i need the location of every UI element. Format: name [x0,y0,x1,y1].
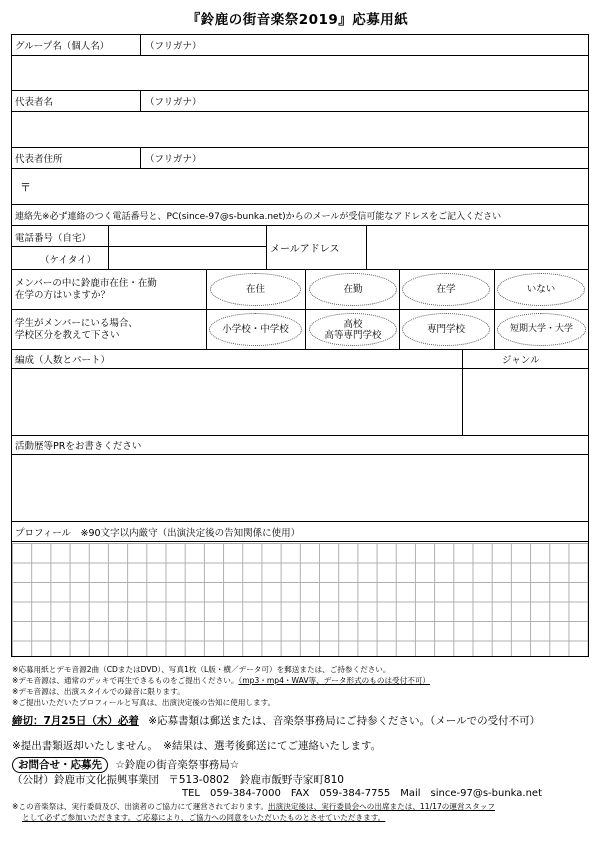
note-1: ※応募用紙とデモ音源2曲（CDまたはDVD）、写真1枚（L版・横／データ可）を郵送または、ご持参ください。 [12,665,391,674]
organization-name: （公財）鈴鹿市文化振興事業団 [12,774,159,786]
residence-question-line2: 在学の方はいますか？ [15,289,111,301]
profile-grid-field[interactable] [12,543,588,656]
contact-note-row [12,205,588,226]
option-high-school[interactable] [309,313,397,346]
footer-line-1: ※この音楽祭は、実行委員及び、出演者のご協力にて運営されております。 [12,802,269,811]
phone-home-label: 電話番号（自宅） [15,232,92,244]
representative-field[interactable] [12,112,588,148]
group-name-field[interactable] [12,56,588,91]
note-3: ※デモ音源は、出演スタイルでの録音に限ります。 [12,687,185,696]
option-university[interactable]: 短期大学・大学 [497,313,586,346]
representative-row [12,91,588,112]
address-label: 代表者住所 [15,154,63,165]
lineup-header-row [12,350,588,369]
submission-notes [12,664,587,708]
high-school-label: 高校 [343,318,363,330]
organization-address: 〒513-0802 鈴鹿市飯野寺家町810 [168,774,344,786]
option-school[interactable]: 在学 [402,273,490,306]
deadline-text: ※応募書類は郵送または、音楽祭事務局にご持参ください。（メールでの受付不可） [148,715,541,727]
deadline-label: 締切：7月25日（木）必着 [12,715,139,727]
footer-line-2: として必ずご参加いただきます。ご応募により、ご協力への同意をいただいたものとさせていただきます。 [22,813,386,822]
option-work[interactable]: 在勤 [309,273,397,306]
email-field[interactable] [367,226,587,269]
pr-header-row [12,436,588,455]
application-form [11,34,589,657]
genre-field[interactable] [463,369,587,435]
residence-question-line1: メンバーの中に鈴鹿市在住・在勤 [15,277,157,289]
school-row [12,310,588,350]
address-row [12,148,588,169]
technical-college-label: 高等専門学校 [324,329,382,341]
form-title: 『鈴鹿の街音楽祭2019』応募用紙 [186,12,409,28]
profile-label: プロフィール ※90文字以内厳守（出演決定後の告知関係に使用） [15,527,301,539]
group-name-label: グループ名（個人名） [15,41,110,52]
phone-email-block [12,226,588,270]
note-2: ※デモ音源は、通常のデッキで再生できるものをご提出ください。 [12,676,239,685]
postal-mark: 〒 [20,180,31,194]
representative-label: 代表者名 [15,97,54,108]
option-none[interactable]: いない [497,273,585,306]
note-4: ※ご提出いただいたプロフィールと写真は、出演決定後の告知に使用します。 [12,698,276,707]
lineup-field[interactable] [12,369,462,435]
footer-notes [12,801,592,823]
address-field[interactable] [12,169,588,205]
phone-mobile-field[interactable] [109,248,265,269]
representative-furigana: （フリガナ） [145,97,202,108]
return-note: ※提出書類返却いたしません。 ※結果は、選考後郵送にてご連絡いたします。 [12,740,382,752]
option-vocational[interactable]: 専門学校 [402,313,490,346]
address-furigana: （フリガナ） [145,154,202,165]
note-2-format: （mp3・mp4・WAV等、データ形式のものは受付不可） [238,676,431,685]
contact-pill: お問合せ・応募先 [12,757,108,773]
group-name-furigana: （フリガナ） [145,41,202,52]
pr-label: 活動歴等PRをお書きください [15,441,142,452]
phone-home-field[interactable] [109,226,265,247]
phone-mobile-label: （ケイタイ） [40,254,97,266]
lineup-genre-fields [12,369,588,436]
option-elementary-junior[interactable]: 小学校・中学校 [209,313,302,346]
option-residence[interactable]: 在住 [210,273,301,306]
residence-row [12,270,588,310]
school-question-line1: 学生がメンバーにいる場合、 [15,317,138,329]
genre-label: ジャンル [502,355,540,366]
school-question-line2: 学校区分を教えて下さい [15,329,120,341]
deadline-line [12,714,592,728]
contact-phones: TEL 059-384-7000 FAX 059-384-7755 Mail since-97@s-bunka.net [182,788,542,799]
pr-field[interactable] [12,455,588,522]
profile-header-row [12,522,588,542]
contact-block [12,757,592,801]
lineup-label: 編成（人数とパート） [15,355,111,366]
group-name-row [12,35,588,56]
office-name: ☆鈴鹿の街音楽祭事務局☆ [115,759,240,771]
email-label: メールアドレス [270,244,340,255]
contact-note: 連絡先※必ず連絡のつく電話番号と、PC(since-97@s-bunka.net)からのメールが受信可能なアドレスをご記入ください [15,211,502,222]
footer-line-1-underlined: 出演決定後は、実行委員会への出席または、11/17の運営スタッフ [268,802,495,811]
